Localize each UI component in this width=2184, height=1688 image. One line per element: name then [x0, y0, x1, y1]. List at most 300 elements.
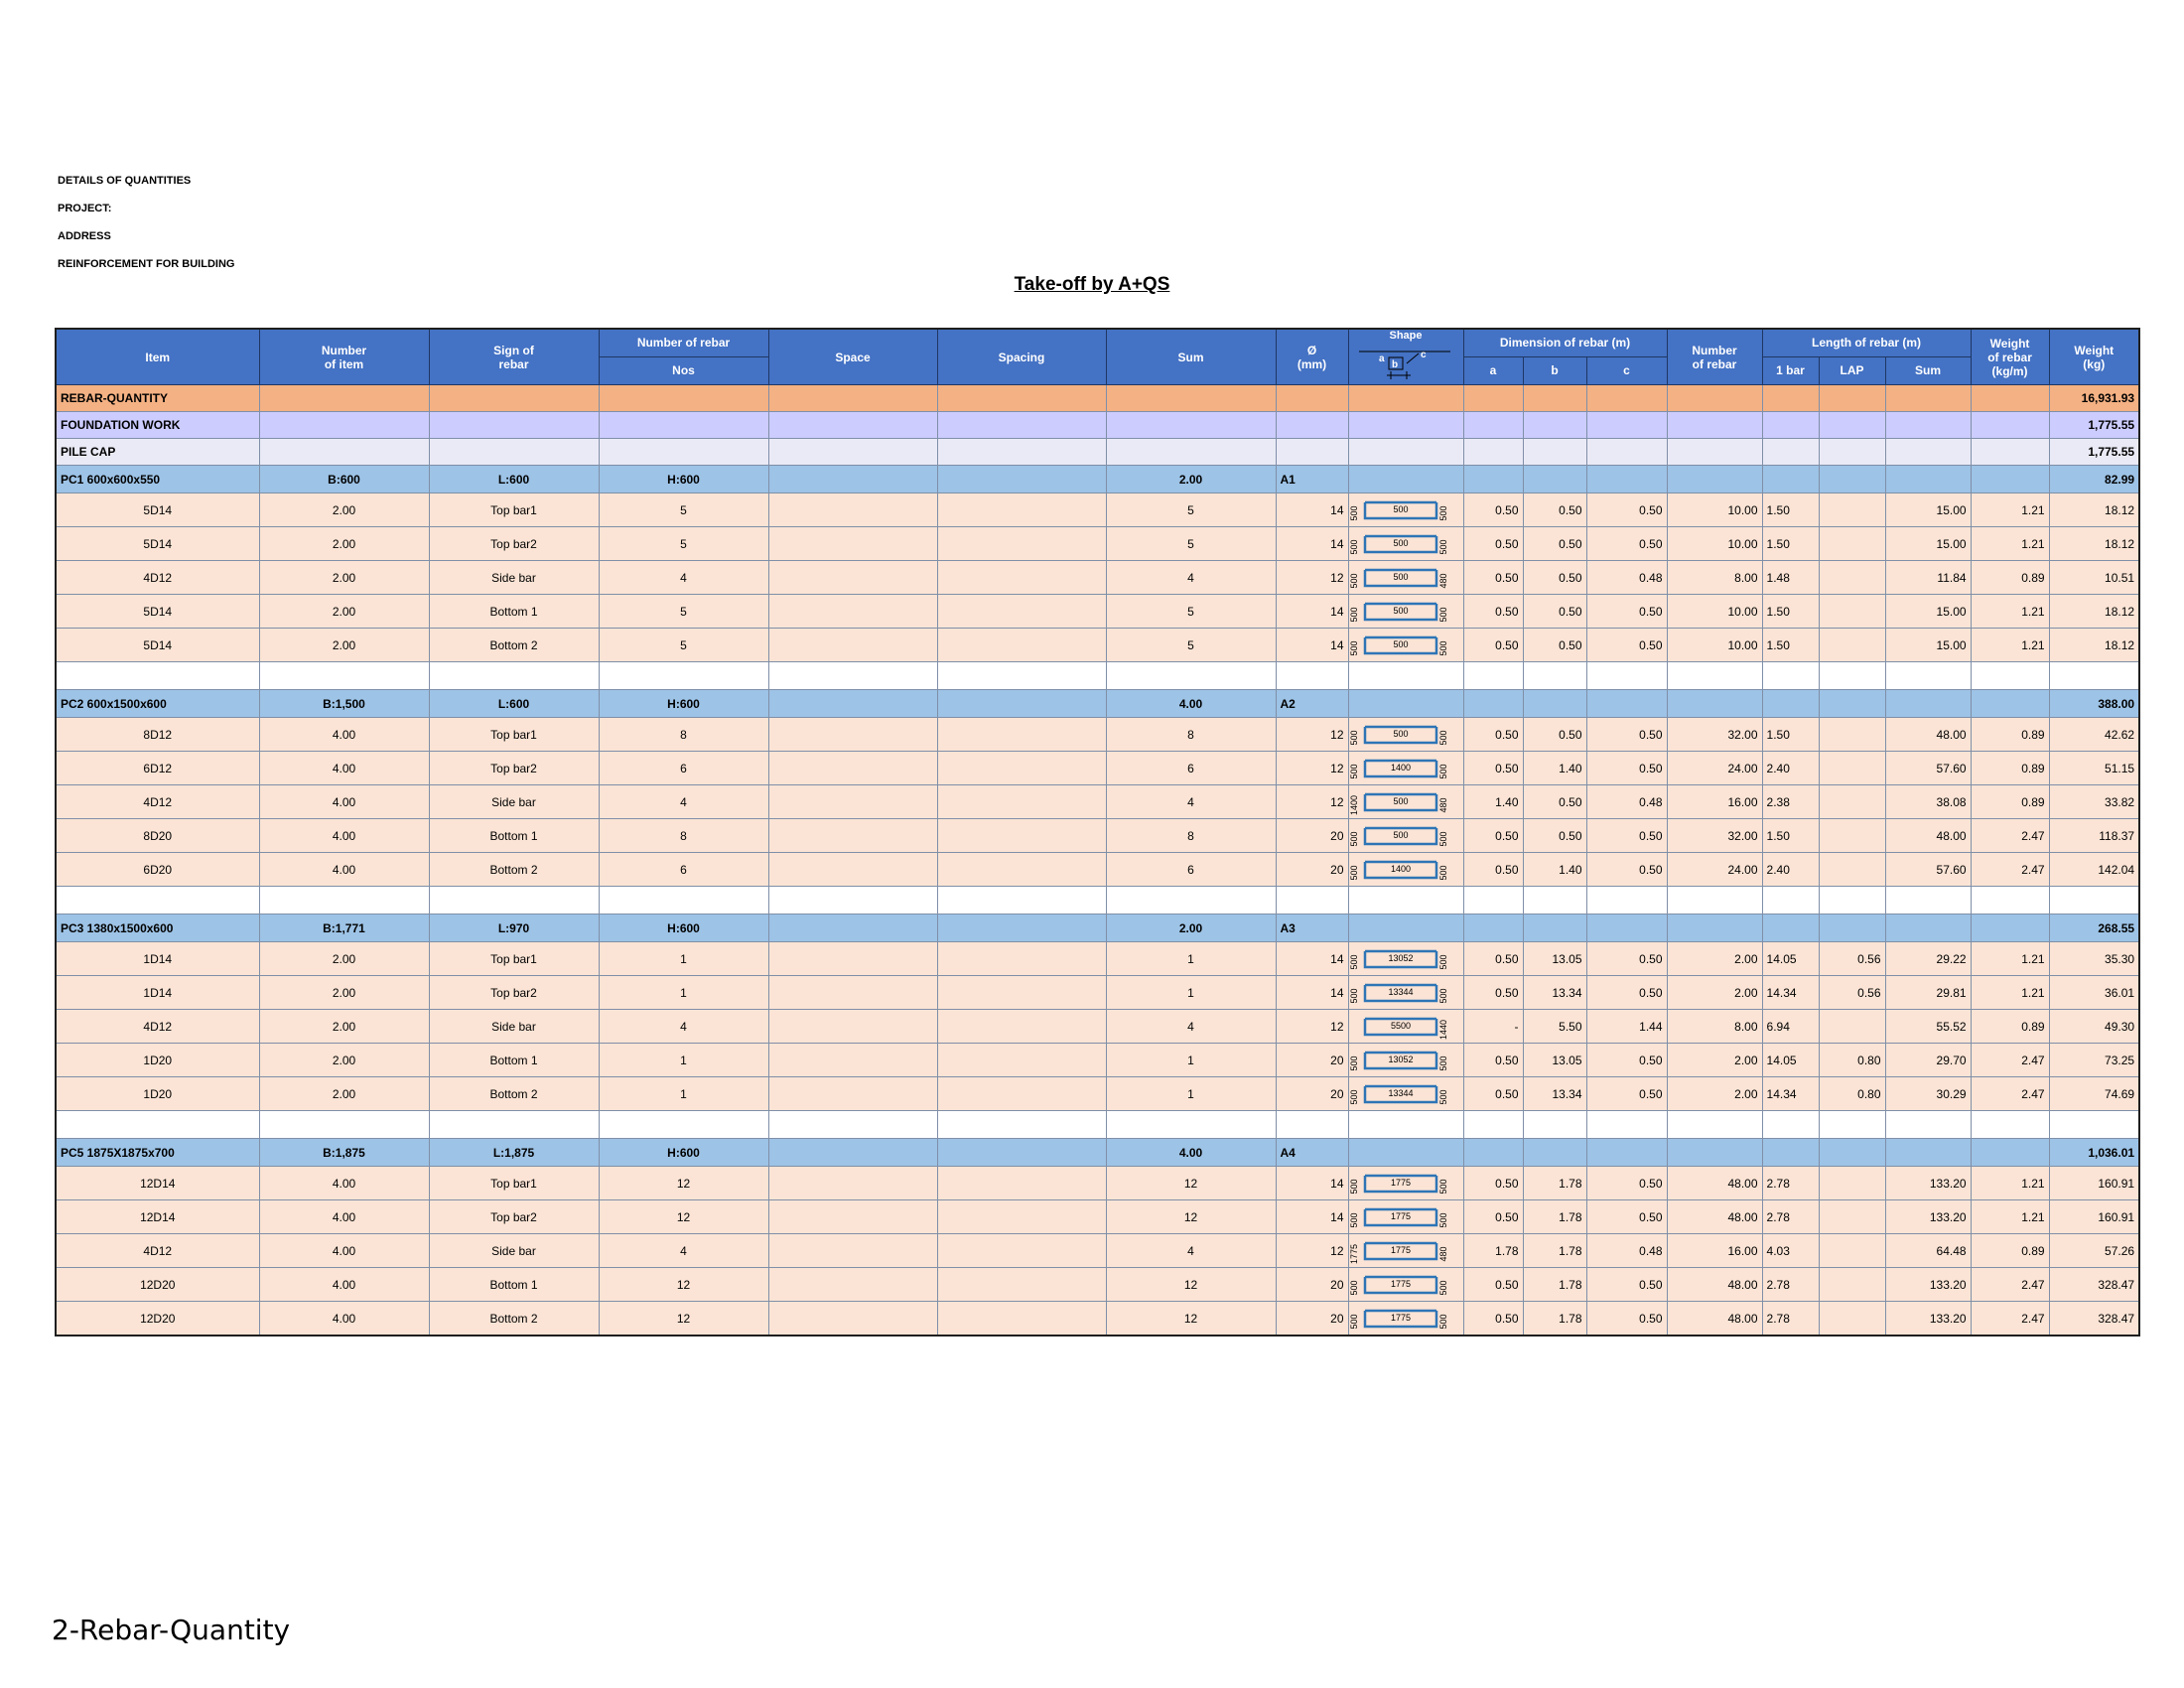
empty-cell — [1971, 1139, 2049, 1167]
space-cell — [768, 976, 937, 1010]
weight-per-meter: 2.47 — [1971, 1268, 2049, 1302]
empty-cell — [1819, 887, 1885, 914]
svg-text:c: c — [1421, 350, 1427, 360]
length-sum: 57.60 — [1885, 752, 1971, 785]
empty-cell — [1762, 662, 1819, 690]
document-header — [58, 167, 234, 278]
dim-a: - — [1463, 1010, 1523, 1044]
dim-b: 1.78 — [1523, 1167, 1586, 1200]
space-cell — [768, 718, 937, 752]
table-row — [56, 1077, 2139, 1111]
space-cell — [768, 1302, 937, 1336]
dim-c: 0.50 — [1586, 1077, 1667, 1111]
empty-cell — [1819, 1111, 1885, 1139]
weight-per-meter: 1.21 — [1971, 1200, 2049, 1234]
dim-b: 13.34 — [1523, 976, 1586, 1010]
weight-cell: 328.47 — [2049, 1268, 2139, 1302]
empty-cell — [1463, 690, 1523, 718]
empty-cell — [259, 887, 429, 914]
number-of-item: 4.00 — [259, 1302, 429, 1336]
table-row — [56, 976, 2139, 1010]
col-space: Space — [768, 329, 937, 385]
empty-cell — [1819, 690, 1885, 718]
col-dim-a: a — [1463, 356, 1523, 384]
item-code: 1D14 — [56, 976, 259, 1010]
weight-per-meter: 0.89 — [1971, 561, 2049, 595]
empty-cell — [1348, 466, 1463, 493]
group-row — [56, 466, 2139, 493]
empty-cell — [1762, 1111, 1819, 1139]
length-lap — [1819, 493, 1885, 527]
length-1bar: 2.40 — [1762, 752, 1819, 785]
table-row — [56, 942, 2139, 976]
summary-row-foundation-work — [56, 412, 2139, 439]
dim-c: 0.50 — [1586, 752, 1667, 785]
length-1bar: 4.03 — [1762, 1234, 1819, 1268]
item-code: 12D14 — [56, 1200, 259, 1234]
diameter: 14 — [1276, 942, 1348, 976]
sum-cell: 12 — [1106, 1200, 1276, 1234]
empty-cell — [1971, 662, 2049, 690]
group-sum: 4.00 — [1106, 1139, 1276, 1167]
empty-cell — [1463, 887, 1523, 914]
rebar-shape-icon — [1349, 598, 1452, 626]
shape-dim-c: 500 — [1437, 953, 1448, 970]
shape-cell — [1348, 561, 1463, 595]
length-sum: 48.00 — [1885, 718, 1971, 752]
sum-cell: 5 — [1106, 595, 1276, 629]
empty-cell — [1463, 1139, 1523, 1167]
length-1bar: 14.05 — [1762, 942, 1819, 976]
length-lap — [1819, 561, 1885, 595]
shape-cell — [1348, 1167, 1463, 1200]
table-row — [56, 718, 2139, 752]
weight-per-meter: 0.89 — [1971, 785, 2049, 819]
weight-per-meter: 2.47 — [1971, 1077, 2049, 1111]
rebar-shape-icon — [1349, 1305, 1452, 1333]
sign-of-rebar: Side bar — [429, 561, 599, 595]
dim-c: 0.50 — [1586, 493, 1667, 527]
sign-of-rebar: Top bar1 — [429, 493, 599, 527]
number-of-item: 2.00 — [259, 1010, 429, 1044]
dim-a: 0.50 — [1463, 1302, 1523, 1336]
shape-dim-b: 1775 — [1390, 1210, 1411, 1221]
sum-cell: 6 — [1106, 853, 1276, 887]
group-name: PC3 1380x1500x600 — [56, 914, 259, 942]
item-code: 4D12 — [56, 561, 259, 595]
shape-dim-b: 13344 — [1387, 986, 1414, 997]
rebar-shape-icon — [1349, 632, 1452, 659]
dim-b: 0.50 — [1523, 718, 1586, 752]
space-cell — [768, 1268, 937, 1302]
sheet-name: 2-Rebar-Quantity — [52, 1614, 291, 1646]
shape-cell — [1348, 1302, 1463, 1336]
dim-c: 0.50 — [1586, 942, 1667, 976]
shape-dim-c: 500 — [1437, 1088, 1448, 1105]
shape-cell — [1348, 1077, 1463, 1111]
shape-cell — [1348, 853, 1463, 887]
dim-b: 13.34 — [1523, 1077, 1586, 1111]
length-1bar: 2.78 — [1762, 1302, 1819, 1336]
table-row — [56, 493, 2139, 527]
number-rebar: 8.00 — [1667, 561, 1762, 595]
group-length: L:600 — [429, 466, 599, 493]
item-code: 6D20 — [56, 853, 259, 887]
empty-cell — [1667, 466, 1762, 493]
dim-c: 0.50 — [1586, 1167, 1667, 1200]
number-of-rebar: 1 — [599, 976, 768, 1010]
shape-dim-b: 13344 — [1387, 1087, 1414, 1098]
length-1bar: 1.50 — [1762, 629, 1819, 662]
length-sum: 29.22 — [1885, 942, 1971, 976]
shape-dim-b: 500 — [1392, 638, 1409, 649]
weight-cell: 118.37 — [2049, 819, 2139, 853]
empty-cell — [1106, 1111, 1276, 1139]
group-row — [56, 690, 2139, 718]
length-lap: 0.80 — [1819, 1077, 1885, 1111]
dim-c: 0.50 — [1586, 595, 1667, 629]
sign-of-rebar: Bottom 2 — [429, 1302, 599, 1336]
empty-cell — [1971, 1111, 2049, 1139]
number-of-rebar: 5 — [599, 595, 768, 629]
empty-cell — [1586, 1139, 1667, 1167]
space-cell — [768, 1044, 937, 1077]
shape-cell — [1348, 752, 1463, 785]
empty-cell — [768, 662, 937, 690]
empty-cell — [2049, 1111, 2139, 1139]
shape-dim-a: 500 — [1348, 572, 1359, 589]
shape-dim-a: 500 — [1348, 953, 1359, 970]
empty-cell — [1819, 1139, 1885, 1167]
col-dim-b: b — [1523, 356, 1586, 384]
group-weight: 268.55 — [2049, 914, 2139, 942]
group-length: L:1,875 — [429, 1139, 599, 1167]
col-dimension: Dimension of rebar (m) — [1463, 329, 1667, 356]
shape-cell — [1348, 976, 1463, 1010]
group-width: B:1,771 — [259, 914, 429, 942]
shape-dim-b: 1775 — [1390, 1312, 1411, 1323]
empty-cell — [1348, 1139, 1463, 1167]
empty-cell — [1667, 887, 1762, 914]
sign-of-rebar: Bottom 2 — [429, 1077, 599, 1111]
spacer-row — [56, 887, 2139, 914]
weight-per-meter: 1.21 — [1971, 629, 2049, 662]
empty-cell — [937, 887, 1106, 914]
shape-dim-b: 13052 — [1387, 952, 1414, 963]
weight-cell: 160.91 — [2049, 1200, 2139, 1234]
spacing-cell — [937, 1234, 1106, 1268]
diameter: 14 — [1276, 595, 1348, 629]
item-code: 12D20 — [56, 1302, 259, 1336]
col-sum: Sum — [1106, 329, 1276, 385]
empty-cell — [1586, 466, 1667, 493]
table-row — [56, 1234, 2139, 1268]
empty-cell — [768, 1111, 937, 1139]
empty-cell — [1762, 466, 1819, 493]
length-lap — [1819, 1200, 1885, 1234]
number-of-item: 2.00 — [259, 1044, 429, 1077]
col-len-lap: LAP — [1819, 356, 1885, 384]
spacing-cell — [937, 561, 1106, 595]
shape-dim-c: 500 — [1437, 1279, 1448, 1296]
rebar-shape-icon — [1349, 1271, 1452, 1299]
empty-cell — [1762, 914, 1819, 942]
group-height: H:600 — [599, 690, 768, 718]
space-cell — [768, 785, 937, 819]
dim-c: 0.48 — [1586, 1234, 1667, 1268]
empty-cell — [1586, 887, 1667, 914]
empty-cell — [937, 466, 1106, 493]
rebar-shape-icon — [1349, 721, 1452, 749]
dim-c: 0.50 — [1586, 1268, 1667, 1302]
col-spacing: Spacing — [937, 329, 1106, 385]
sign-of-rebar: Bottom 1 — [429, 1268, 599, 1302]
table-row — [56, 629, 2139, 662]
empty-cell — [1523, 887, 1586, 914]
number-of-rebar: 4 — [599, 1010, 768, 1044]
empty-cell — [1885, 1111, 1971, 1139]
shape-dim-a: 500 — [1348, 1088, 1359, 1105]
length-lap — [1819, 1167, 1885, 1200]
rebar-shape-icon — [1349, 1203, 1452, 1231]
space-cell — [768, 819, 937, 853]
rebar-quantity-table — [55, 328, 2140, 1336]
diameter: 20 — [1276, 819, 1348, 853]
space-cell — [768, 942, 937, 976]
table-row — [56, 1302, 2139, 1336]
table-row — [56, 561, 2139, 595]
empty-cell — [768, 1139, 937, 1167]
item-code: 4D12 — [56, 1234, 259, 1268]
length-sum: 30.29 — [1885, 1077, 1971, 1111]
group-row — [56, 1139, 2139, 1167]
shape-dim-c: 500 — [1437, 987, 1448, 1004]
header-reinforcement: REINFORCEMENT FOR BUILDING — [58, 258, 235, 270]
shape-cell — [1348, 493, 1463, 527]
weight-cell: 73.25 — [2049, 1044, 2139, 1077]
diameter: 14 — [1276, 976, 1348, 1010]
rebar-shape-icon — [1349, 856, 1452, 884]
shape-dim-b: 500 — [1392, 503, 1409, 514]
item-code: 8D12 — [56, 718, 259, 752]
empty-cell — [1971, 466, 2049, 493]
diameter: 12 — [1276, 1234, 1348, 1268]
empty-cell — [1276, 662, 1348, 690]
header-details: DETAILS OF QUANTITIES — [58, 175, 192, 187]
length-sum: 64.48 — [1885, 1234, 1971, 1268]
empty-cell — [1523, 662, 1586, 690]
shape-dim-b: 13052 — [1387, 1054, 1414, 1064]
shape-dim-b: 1775 — [1390, 1244, 1411, 1255]
space-cell — [768, 629, 937, 662]
number-of-rebar: 4 — [599, 561, 768, 595]
shape-dim-b: 1775 — [1390, 1177, 1411, 1188]
weight-per-meter: 0.89 — [1971, 718, 2049, 752]
empty-cell — [1586, 914, 1667, 942]
col-shape: Shape a c b — [1348, 329, 1463, 385]
length-sum: 29.81 — [1885, 976, 1971, 1010]
number-of-item: 4.00 — [259, 1268, 429, 1302]
length-sum: 15.00 — [1885, 527, 1971, 561]
length-sum: 11.84 — [1885, 561, 1971, 595]
diameter: 20 — [1276, 1077, 1348, 1111]
dim-c: 0.50 — [1586, 819, 1667, 853]
rebar-shape-icon — [1349, 945, 1452, 973]
shape-dim-a: 500 — [1348, 987, 1359, 1004]
shape-dim-b: 1775 — [1390, 1278, 1411, 1289]
weight-per-meter: 1.21 — [1971, 595, 2049, 629]
dim-a: 0.50 — [1463, 718, 1523, 752]
space-cell — [768, 1077, 937, 1111]
spacing-cell — [937, 527, 1106, 561]
diameter: 12 — [1276, 718, 1348, 752]
diameter: 14 — [1276, 1167, 1348, 1200]
space-cell — [768, 1234, 937, 1268]
weight-cell: 33.82 — [2049, 785, 2139, 819]
length-sum: 15.00 — [1885, 493, 1971, 527]
dim-a: 1.40 — [1463, 785, 1523, 819]
shape-cell — [1348, 595, 1463, 629]
length-sum: 48.00 — [1885, 819, 1971, 853]
dim-c: 0.50 — [1586, 1302, 1667, 1336]
dim-b: 0.50 — [1523, 493, 1586, 527]
number-of-item: 2.00 — [259, 942, 429, 976]
dim-a: 0.50 — [1463, 942, 1523, 976]
number-of-rebar: 12 — [599, 1200, 768, 1234]
shape-dim-c: 500 — [1437, 1211, 1448, 1228]
spacing-cell — [937, 1010, 1106, 1044]
rebar-shape-icon — [1349, 1047, 1452, 1074]
number-of-item: 4.00 — [259, 718, 429, 752]
col-diameter: Ø (mm) — [1276, 329, 1348, 385]
dim-a: 0.50 — [1463, 1200, 1523, 1234]
diameter: 14 — [1276, 1200, 1348, 1234]
col-weight: Weight (kg) — [2049, 329, 2139, 385]
weight-per-meter: 1.21 — [1971, 942, 2049, 976]
group-width: B:1,875 — [259, 1139, 429, 1167]
empty-cell — [2049, 662, 2139, 690]
empty-cell — [1523, 914, 1586, 942]
shape-dim-a: 500 — [1348, 864, 1359, 881]
empty-cell — [1586, 1111, 1667, 1139]
number-rebar: 2.00 — [1667, 942, 1762, 976]
empty-cell — [1106, 662, 1276, 690]
number-of-item: 2.00 — [259, 595, 429, 629]
length-sum: 15.00 — [1885, 595, 1971, 629]
empty-cell — [1523, 690, 1586, 718]
empty-cell — [1971, 887, 2049, 914]
shape-cell — [1348, 785, 1463, 819]
shape-dim-b: 500 — [1392, 795, 1409, 806]
empty-cell — [56, 1111, 259, 1139]
diameter: 12 — [1276, 752, 1348, 785]
rebar-shape-icon — [1349, 1080, 1452, 1108]
sum-cell: 12 — [1106, 1167, 1276, 1200]
rebar-shape-icon — [1349, 822, 1452, 850]
number-of-item: 2.00 — [259, 629, 429, 662]
shape-dim-c: 500 — [1437, 830, 1448, 847]
empty-cell — [1348, 662, 1463, 690]
diameter: 12 — [1276, 561, 1348, 595]
length-lap — [1819, 1268, 1885, 1302]
length-sum: 133.20 — [1885, 1268, 1971, 1302]
empty-cell — [1971, 914, 2049, 942]
number-of-rebar: 8 — [599, 718, 768, 752]
sum-cell: 5 — [1106, 527, 1276, 561]
dim-a: 0.50 — [1463, 629, 1523, 662]
dim-c: 0.50 — [1586, 1044, 1667, 1077]
rebar-shape-icon — [1349, 530, 1452, 558]
number-rebar: 24.00 — [1667, 853, 1762, 887]
weight-cell: 74.69 — [2049, 1077, 2139, 1111]
col-item: Item — [56, 329, 259, 385]
empty-cell — [1463, 662, 1523, 690]
dim-b: 13.05 — [1523, 942, 1586, 976]
dim-c: 0.50 — [1586, 629, 1667, 662]
empty-cell — [429, 662, 599, 690]
shape-dim-a: 500 — [1348, 830, 1359, 847]
length-1bar: 14.05 — [1762, 1044, 1819, 1077]
sum-cell: 12 — [1106, 1302, 1276, 1336]
empty-cell — [1971, 690, 2049, 718]
group-name: PC2 600x1500x600 — [56, 690, 259, 718]
summary-label: FOUNDATION WORK — [56, 412, 259, 439]
number-of-item: 2.00 — [259, 1077, 429, 1111]
empty-cell — [429, 887, 599, 914]
sum-cell: 1 — [1106, 942, 1276, 976]
empty-cell — [768, 887, 937, 914]
table-row — [56, 1010, 2139, 1044]
weight-cell: 49.30 — [2049, 1010, 2139, 1044]
weight-cell: 142.04 — [2049, 853, 2139, 887]
table-row — [56, 819, 2139, 853]
number-of-rebar: 8 — [599, 819, 768, 853]
shape-cell — [1348, 718, 1463, 752]
number-of-rebar: 5 — [599, 493, 768, 527]
weight-per-meter: 2.47 — [1971, 819, 2049, 853]
number-rebar: 10.00 — [1667, 527, 1762, 561]
header-address: ADDRESS — [58, 230, 111, 242]
rebar-shape-icon — [1349, 564, 1452, 592]
shape-cell — [1348, 1234, 1463, 1268]
shape-dim-b: 500 — [1392, 571, 1409, 582]
shape-dim-a: 500 — [1348, 1055, 1359, 1071]
number-of-rebar: 5 — [599, 527, 768, 561]
spacing-cell — [937, 819, 1106, 853]
number-rebar: 48.00 — [1667, 1200, 1762, 1234]
empty-cell — [1523, 466, 1586, 493]
shape-cell — [1348, 942, 1463, 976]
empty-cell — [1348, 887, 1463, 914]
spacing-cell — [937, 1044, 1106, 1077]
length-lap: 0.80 — [1819, 1044, 1885, 1077]
page-title: Take-off by A+QS — [1014, 274, 1170, 295]
number-rebar: 10.00 — [1667, 629, 1762, 662]
dim-a: 0.50 — [1463, 595, 1523, 629]
empty-cell — [1762, 690, 1819, 718]
shape-dim-c: 500 — [1437, 729, 1448, 746]
group-code: A4 — [1276, 1139, 1348, 1167]
dim-b: 0.50 — [1523, 629, 1586, 662]
shape-dim-a: 500 — [1348, 1211, 1359, 1228]
shape-dim-a: 1400 — [1348, 794, 1359, 815]
number-rebar: 8.00 — [1667, 1010, 1762, 1044]
dim-a: 0.50 — [1463, 819, 1523, 853]
rebar-shape-icon — [1349, 1237, 1452, 1265]
dim-c: 0.48 — [1586, 561, 1667, 595]
sign-of-rebar: Side bar — [429, 1010, 599, 1044]
length-lap: 0.56 — [1819, 976, 1885, 1010]
